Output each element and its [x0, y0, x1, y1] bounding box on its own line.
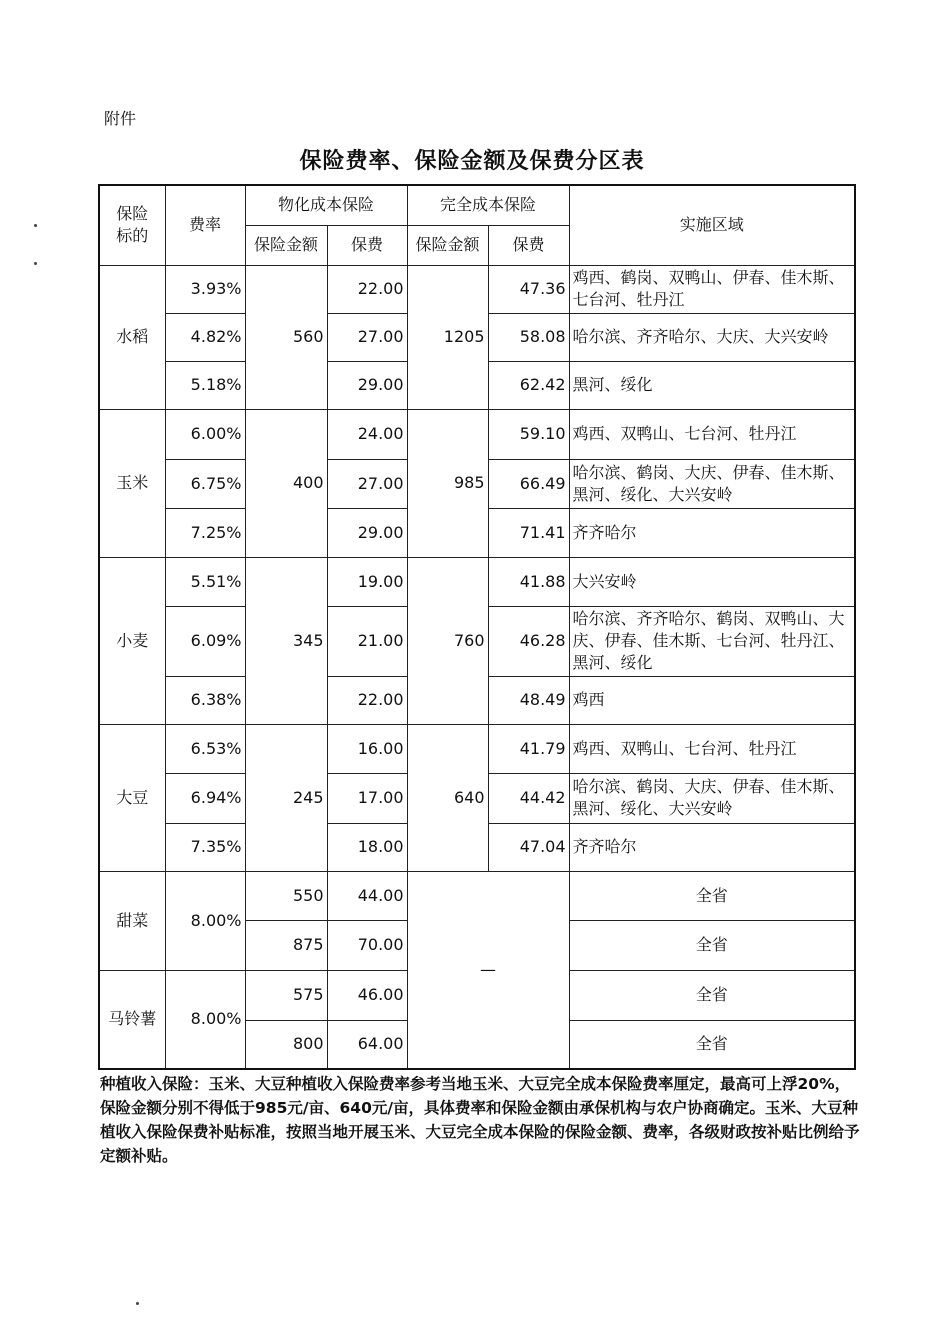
full-premium-cell: 47.04	[488, 823, 569, 871]
region-cell: 哈尔滨、齐齐哈尔、鹤岗、双鸭山、大庆、伊春、佳木斯、七台河、牡丹江、黑河、绥化	[569, 606, 855, 676]
page-title: 保险费率、保险金额及保费分区表	[299, 148, 645, 174]
rate-cell: 5.51%	[165, 557, 245, 606]
region-cell: 全省	[569, 871, 855, 920]
table-row	[99, 871, 855, 920]
material-premium-cell: 24.00	[327, 409, 407, 459]
rate-cell: 7.25%	[165, 508, 245, 557]
header-rate: 费率	[165, 185, 245, 265]
material-premium-cell: 46.00	[327, 970, 407, 1020]
header-subject: 保险标的	[99, 185, 165, 265]
rate-cell: 3.93%	[165, 265, 245, 313]
material-premium-cell: 27.00	[327, 313, 407, 361]
crop-name: 甜菜	[99, 871, 165, 970]
full-premium-cell: 41.79	[488, 724, 569, 773]
rate-cell: 8.00%	[165, 871, 245, 970]
full-sum-cell: 1205	[407, 265, 488, 409]
full-premium-cell: 41.88	[488, 557, 569, 606]
table-row	[99, 409, 855, 459]
material-sum-cell: 400	[245, 409, 327, 557]
header-full-sum: 保险金额	[407, 225, 488, 265]
full-premium-cell: 71.41	[488, 508, 569, 557]
rate-cell: 6.00%	[165, 409, 245, 459]
crop-name: 马铃薯	[99, 970, 165, 1069]
scan-speck	[136, 1302, 139, 1305]
material-premium-cell: 29.00	[327, 508, 407, 557]
table-row	[99, 557, 855, 606]
header-region: 实施区域	[569, 185, 855, 265]
rate-cell: 6.94%	[165, 773, 245, 823]
attachment-label: 附件	[104, 109, 137, 128]
insurance-rate-table	[98, 184, 856, 1070]
full-sum-cell: 760	[407, 557, 488, 724]
material-premium-cell: 27.00	[327, 459, 407, 508]
material-sum-cell: 550	[245, 871, 327, 920]
rate-cell: 6.38%	[165, 676, 245, 724]
material-premium-cell: 16.00	[327, 724, 407, 773]
table-row	[99, 265, 855, 313]
region-cell: 齐齐哈尔	[569, 823, 855, 871]
scan-speck	[34, 224, 37, 227]
full-premium-cell: 44.42	[488, 773, 569, 823]
crop-name: 小麦	[99, 557, 165, 724]
region-cell: 大兴安岭	[569, 557, 855, 606]
material-premium-cell: 22.00	[327, 265, 407, 313]
region-cell: 鸡西、双鸭山、七台河、牡丹江	[569, 409, 855, 459]
full-sum-cell: 640	[407, 724, 488, 871]
region-cell: 鸡西	[569, 676, 855, 724]
region-cell: 鸡西、双鸭山、七台河、牡丹江	[569, 724, 855, 773]
crop-name: 玉米	[99, 409, 165, 557]
material-sum-cell: 245	[245, 724, 327, 871]
full-cost-na-cell: —	[407, 871, 569, 1069]
scan-speck	[34, 262, 37, 265]
rate-cell: 6.75%	[165, 459, 245, 508]
region-cell: 黑河、绥化	[569, 361, 855, 409]
full-premium-cell: 58.08	[488, 313, 569, 361]
material-premium-cell: 22.00	[327, 676, 407, 724]
material-premium-cell: 18.00	[327, 823, 407, 871]
full-premium-cell: 66.49	[488, 459, 569, 508]
region-cell: 哈尔滨、齐齐哈尔、大庆、大兴安岭	[569, 313, 855, 361]
material-premium-cell: 29.00	[327, 361, 407, 409]
material-sum-cell: 575	[245, 970, 327, 1020]
material-premium-cell: 19.00	[327, 557, 407, 606]
rate-cell: 6.09%	[165, 606, 245, 676]
region-cell: 鸡西、鹤岗、双鸭山、伊春、佳木斯、七台河、牡丹江	[569, 265, 855, 313]
footnote: 种植收入保险：玉米、大豆种植收入保险费率参考当地玉米、大豆完全成本保险费率厘定，最高可上浮20%，保险金额分别不得低于985元/亩、640元/亩，具体费率和保险金额由承保机构与农户协商确定。玉米、大豆种植收入保险保费补贴标准，按照当地开展玉米、大豆完全成本保险的保险金额、费率，各级财政按补贴比例给予定额补贴。	[100, 1075, 860, 1165]
material-sum-cell: 345	[245, 557, 327, 724]
rate-cell: 8.00%	[165, 970, 245, 1069]
header-material-premium: 保费	[327, 225, 407, 265]
material-premium-cell: 17.00	[327, 773, 407, 823]
material-sum-cell: 800	[245, 1020, 327, 1069]
material-sum-cell: 875	[245, 920, 327, 970]
material-premium-cell: 64.00	[327, 1020, 407, 1069]
material-premium-cell: 21.00	[327, 606, 407, 676]
full-premium-cell: 46.28	[488, 606, 569, 676]
full-premium-cell: 62.42	[488, 361, 569, 409]
region-cell: 全省	[569, 1020, 855, 1069]
material-sum-cell: 560	[245, 265, 327, 409]
region-cell: 哈尔滨、鹤岗、大庆、伊春、佳木斯、黑河、绥化、大兴安岭	[569, 459, 855, 508]
full-premium-cell: 48.49	[488, 676, 569, 724]
header-full-premium: 保费	[488, 225, 569, 265]
region-cell: 齐齐哈尔	[569, 508, 855, 557]
full-sum-cell: 985	[407, 409, 488, 557]
crop-name: 大豆	[99, 724, 165, 871]
region-cell: 哈尔滨、鹤岗、大庆、伊春、佳木斯、黑河、绥化、大兴安岭	[569, 773, 855, 823]
header-row-1	[99, 185, 855, 225]
table-row	[99, 724, 855, 773]
full-premium-cell: 47.36	[488, 265, 569, 313]
rate-cell: 4.82%	[165, 313, 245, 361]
material-premium-cell: 70.00	[327, 920, 407, 970]
header-material-sum: 保险金额	[245, 225, 327, 265]
material-premium-cell: 44.00	[327, 871, 407, 920]
rate-cell: 7.35%	[165, 823, 245, 871]
crop-name: 水稻	[99, 265, 165, 409]
header-material-cost: 物化成本保险	[245, 185, 407, 225]
full-premium-cell: 59.10	[488, 409, 569, 459]
region-cell: 全省	[569, 970, 855, 1020]
rate-cell: 6.53%	[165, 724, 245, 773]
region-cell: 全省	[569, 920, 855, 970]
header-full-cost: 完全成本保险	[407, 185, 569, 225]
rate-cell: 5.18%	[165, 361, 245, 409]
